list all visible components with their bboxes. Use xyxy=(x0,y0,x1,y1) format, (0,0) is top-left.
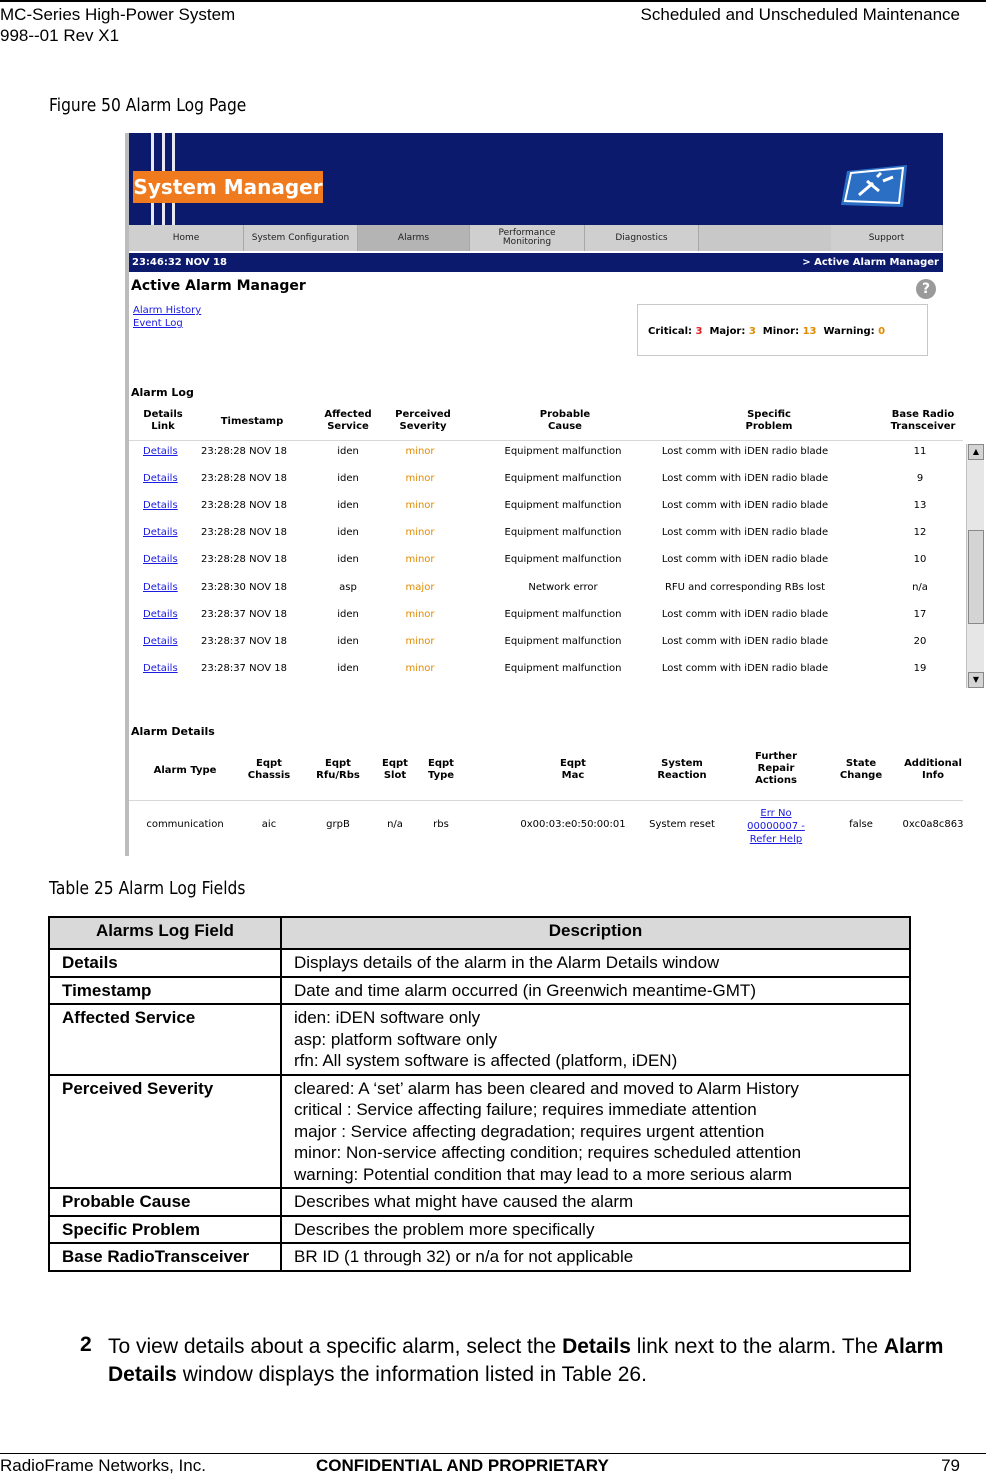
table-row xyxy=(49,1243,910,1271)
step-number: 2 xyxy=(80,1333,92,1356)
log-cell: Lost comm with iDEN radio blade xyxy=(661,527,829,539)
detail-cell: System reset xyxy=(649,819,715,830)
table-caption: Table 25 Alarm Log Fields xyxy=(49,878,246,899)
field-name: Timestamp xyxy=(49,977,281,1005)
detail-column-header-line: Actions xyxy=(755,775,797,786)
log-column-header-line: Transceiver xyxy=(890,421,956,432)
description-line: iden: iDEN software only xyxy=(294,1008,481,1027)
alarm-details-title: Alarm Details xyxy=(131,725,215,738)
log-column-header xyxy=(125,409,213,433)
table-row xyxy=(49,1075,910,1189)
detail-column-header-line: Slot xyxy=(383,770,407,781)
details-header-divider xyxy=(129,800,963,801)
description-line: major : Service affecting degradation; requires urgent attention xyxy=(294,1121,765,1141)
event-log-link[interactable]: Event Log xyxy=(133,318,183,329)
log-cell: 23:28:28 NOV 18 xyxy=(201,473,288,485)
repair-actions-link-line[interactable]: Refer Help xyxy=(749,834,803,845)
detail-column-header xyxy=(731,751,821,787)
log-column-header-line: Cause xyxy=(548,421,582,432)
detail-column-header-line: Reaction xyxy=(657,770,707,781)
nav-home[interactable]: Home xyxy=(129,225,244,251)
table-row xyxy=(49,1188,910,1216)
log-cell: Lost comm with iDEN radio blade xyxy=(661,662,829,674)
warning-label: Warning: xyxy=(823,326,875,337)
detail-column-header-line: Additional xyxy=(904,758,962,769)
detail-column-header-line: Eqpt xyxy=(428,758,454,769)
log-cell: 17 xyxy=(913,608,927,620)
log-column-header-line: Link xyxy=(151,421,175,432)
alarm-log-fields-table xyxy=(48,916,911,1272)
description-line: Date and time alarm occurred (in Greenwich meantime-GMT) xyxy=(294,980,756,1000)
scroll-down-icon[interactable]: ▼ xyxy=(968,672,984,688)
log-cell: 13 xyxy=(913,500,927,512)
page-number: 79 xyxy=(941,1456,960,1475)
page-title: Active Alarm Manager xyxy=(131,278,306,294)
alarm-counts xyxy=(637,304,928,356)
description-line: warning: Potential condition that may lead to a more serious alarm xyxy=(294,1164,792,1184)
log-column-header xyxy=(373,409,473,433)
current-time: 23:46:32 NOV 18 xyxy=(132,257,227,268)
log-cell: 23:28:30 NOV 18 xyxy=(201,581,288,593)
detail-column-header-line: Further xyxy=(755,751,797,762)
log-cell: 23:28:28 NOV 18 xyxy=(201,554,288,566)
log-cell: iden xyxy=(337,527,359,539)
warning-count: 0 xyxy=(878,326,886,337)
severity-cell: minor xyxy=(405,473,435,485)
details-link[interactable]: Details xyxy=(143,446,178,457)
log-cell: iden xyxy=(337,554,359,566)
log-cell: Equipment malfunction xyxy=(504,635,622,647)
severity-cell: minor xyxy=(405,446,435,457)
details-link[interactable]: Details xyxy=(143,635,178,647)
detail-column-header-line: Eqpt xyxy=(560,758,586,769)
table-row xyxy=(125,636,965,650)
description-line: cleared: A ‘set’ alarm has been cleared and moved to Alarm History xyxy=(294,1078,799,1098)
log-cell: iden xyxy=(337,662,359,674)
status-bar xyxy=(129,253,943,272)
app-banner xyxy=(129,133,943,225)
log-cell: 23:28:37 NOV 18 xyxy=(201,662,288,674)
details-link[interactable]: Details xyxy=(143,581,178,593)
column-header-description: Description xyxy=(281,917,910,949)
detail-cell: rbs xyxy=(433,819,449,830)
alarm-log-scrollbar[interactable] xyxy=(966,444,984,688)
severity-cell: minor xyxy=(405,635,435,647)
details-link[interactable]: Details xyxy=(143,527,178,539)
table-row xyxy=(125,500,965,514)
column-header-field: Alarms Log Field xyxy=(49,917,281,949)
field-description xyxy=(281,1004,910,1075)
log-cell: Lost comm with iDEN radio blade xyxy=(661,446,829,457)
detail-column-header-line: Change xyxy=(839,770,883,781)
log-column-header-line: Service xyxy=(327,421,369,432)
log-cell: 23:28:37 NOV 18 xyxy=(201,608,288,620)
field-name: Specific Problem xyxy=(49,1216,281,1244)
nav-alarms[interactable]: Alarms xyxy=(358,225,470,251)
log-cell: Lost comm with iDEN radio blade xyxy=(661,608,829,620)
field-name: Base RadioTransceiver xyxy=(49,1243,281,1271)
detail-column-header-line: Eqpt xyxy=(325,758,351,769)
detail-cell: grpB xyxy=(326,819,350,830)
detail-cell: aic xyxy=(261,819,277,830)
repair-actions-link-line[interactable]: Err No xyxy=(760,808,792,819)
table-row xyxy=(49,1216,910,1244)
signal-tower-icon xyxy=(837,161,913,211)
description-line: critical : Service affecting failure; requires immediate attention xyxy=(294,1100,757,1119)
nav-support[interactable]: Support xyxy=(831,225,943,251)
description-line: BR ID (1 through 32) or n/a for not applicable xyxy=(294,1247,634,1266)
description-line: minor: Non-service affecting condition; requires scheduled attention xyxy=(294,1143,802,1162)
log-cell: RFU and corresponding RBs lost xyxy=(664,581,825,593)
footer-company: RadioFrame Networks, Inc. xyxy=(0,1456,206,1475)
field-description xyxy=(281,1075,910,1189)
severity-cell: minor xyxy=(405,527,435,539)
log-cell: Equipment malfunction xyxy=(504,446,622,457)
log-cell: iden xyxy=(337,635,359,647)
detail-column-header xyxy=(140,765,230,777)
table-row xyxy=(125,609,965,623)
log-cell: iden xyxy=(337,500,359,512)
log-cell: n/a xyxy=(912,581,928,593)
log-cell: asp xyxy=(339,581,357,593)
log-cell: 11 xyxy=(913,446,927,457)
log-column-header xyxy=(873,409,973,433)
log-column-header-line: Base Radio xyxy=(891,409,955,420)
detail-column-header xyxy=(888,758,978,782)
log-cell: Equipment malfunction xyxy=(504,554,622,566)
detail-column-header-line: Mac xyxy=(561,770,585,781)
log-cell: 20 xyxy=(913,635,927,647)
log-cell: iden xyxy=(337,608,359,620)
detail-column-header xyxy=(396,758,486,782)
detail-column-header-line: Eqpt xyxy=(256,758,282,769)
field-description xyxy=(281,1188,910,1216)
detail-column-header-line: Repair xyxy=(757,763,795,774)
header-section: Scheduled and Unscheduled Maintenance xyxy=(640,5,960,24)
table-row xyxy=(125,473,965,487)
log-cell: Equipment malfunction xyxy=(504,608,622,620)
log-cell: Lost comm with iDEN radio blade xyxy=(661,554,829,566)
figure-caption: Figure 50 Alarm Log Page xyxy=(49,95,247,116)
step-text xyxy=(108,1333,968,1389)
log-header-divider xyxy=(129,440,963,441)
details-link[interactable]: Details xyxy=(143,554,178,566)
detail-column-header-line: Alarm Type xyxy=(153,765,217,776)
field-name: Probable Cause xyxy=(49,1188,281,1216)
table-row xyxy=(125,582,965,596)
severity-cell: minor xyxy=(405,662,435,674)
detail-column-header-line: State xyxy=(845,758,877,769)
log-cell: Equipment malfunction xyxy=(504,473,622,485)
detail-column-header xyxy=(637,758,727,782)
log-cell: iden xyxy=(337,473,359,485)
log-column-header-line: Specific xyxy=(747,409,791,420)
detail-cell: 0xc0a8c863 xyxy=(902,819,964,830)
table-row xyxy=(125,527,965,541)
critical-count: 3 xyxy=(695,326,703,337)
header-revision: 998--01 Rev X1 xyxy=(0,26,120,45)
field-description xyxy=(281,949,910,977)
log-cell: Equipment malfunction xyxy=(504,500,622,512)
severity-cell: minor xyxy=(405,608,435,620)
help-icon[interactable]: ? xyxy=(916,279,936,299)
detail-column-header-line: Rfu/Rbs xyxy=(316,770,360,781)
field-description xyxy=(281,1216,910,1244)
description-line: Describes the problem more specifically xyxy=(294,1219,595,1239)
step-bold-details: Details xyxy=(562,1335,631,1358)
log-column-header-line: Affected xyxy=(324,409,372,420)
detail-column-header xyxy=(528,758,618,782)
alarm-history-link[interactable]: Alarm History xyxy=(133,305,202,316)
detail-column-header-line: Eqpt xyxy=(382,758,408,769)
log-cell: 23:28:28 NOV 18 xyxy=(201,500,288,512)
detail-row xyxy=(125,808,965,845)
minor-count: 13 xyxy=(802,326,817,337)
log-column-header xyxy=(202,416,302,428)
alarm-log-screenshot xyxy=(125,133,984,856)
log-cell: 9 xyxy=(916,473,924,485)
log-cell: Lost comm with iDEN radio blade xyxy=(661,635,829,647)
log-column-header-line: Problem xyxy=(745,421,793,432)
nav-system-configuration[interactable]: System Configuration xyxy=(244,225,358,251)
detail-cell: false xyxy=(849,819,873,830)
field-name: Perceived Severity xyxy=(49,1075,281,1189)
alarm-log-title: Alarm Log xyxy=(131,386,194,399)
description-line: rfn: All system software is affected (platform, iDEN) xyxy=(294,1051,678,1070)
table-row xyxy=(125,554,965,568)
severity-cell: minor xyxy=(405,554,435,566)
minor-label: Minor: xyxy=(762,326,800,337)
log-cell: 10 xyxy=(913,554,927,566)
detail-column-header-line: System xyxy=(661,758,703,769)
detail-column-header-line: Info xyxy=(921,770,945,781)
critical-label: Critical: xyxy=(648,326,693,337)
details-link[interactable]: Details xyxy=(143,500,178,512)
nav-performance-monitoring[interactable]: Performance Monitoring xyxy=(470,225,585,251)
repair-actions-link-line[interactable]: 00000007 - xyxy=(747,821,805,832)
log-cell: 19 xyxy=(913,662,927,674)
scroll-thumb[interactable] xyxy=(968,530,984,624)
detail-column-header-line: Chassis xyxy=(247,770,291,781)
log-cell: 23:28:37 NOV 18 xyxy=(201,635,288,647)
table-row xyxy=(125,663,965,677)
log-cell: Lost comm with iDEN radio blade xyxy=(661,473,829,485)
field-name: Affected Service xyxy=(49,1004,281,1075)
log-column-header-line: Severity xyxy=(399,421,447,432)
severity-cell: major xyxy=(405,581,435,593)
app-logo: System Manager xyxy=(133,171,323,203)
step-text-3: window displays the information listed in Table 26. xyxy=(176,1363,647,1386)
description-line: Describes what might have caused the alarm xyxy=(294,1192,634,1211)
table-row xyxy=(49,1004,910,1075)
details-link[interactable]: Details xyxy=(143,473,178,485)
table-row xyxy=(125,446,965,460)
severity-cell: minor xyxy=(405,500,435,512)
log-column-header xyxy=(515,409,615,433)
table-row xyxy=(49,949,910,977)
log-cell: 23:28:28 NOV 18 xyxy=(201,527,288,539)
main-nav xyxy=(129,225,943,251)
log-cell: 12 xyxy=(913,527,927,539)
field-name: Details xyxy=(49,949,281,977)
detail-column-header-line: Type xyxy=(427,770,455,781)
header-rule xyxy=(0,0,986,2)
log-cell: Equipment malfunction xyxy=(504,662,622,674)
step-text-2: link next to the alarm. The xyxy=(630,1335,884,1358)
step-bold-alarm-details: Alarm Details xyxy=(108,1335,944,1386)
nav-diagnostics[interactable]: Diagnostics xyxy=(585,225,699,251)
table-row xyxy=(49,977,910,1005)
footer-rule xyxy=(0,1453,986,1454)
log-column-header-line: Details xyxy=(143,409,183,420)
log-cell: Equipment malfunction xyxy=(504,527,622,539)
header-product: MC-Series High-Power System xyxy=(0,5,236,24)
log-cell: Lost comm with iDEN radio blade xyxy=(661,500,829,512)
log-cell: Network error xyxy=(528,581,598,593)
footer-confidential: CONFIDENTIAL AND PROPRIETARY xyxy=(316,1456,609,1475)
log-column-header-line: Perceived xyxy=(395,409,451,420)
details-link[interactable]: Details xyxy=(143,662,178,674)
log-cell: iden xyxy=(337,446,359,457)
breadcrumb: > Active Alarm Manager xyxy=(802,257,939,268)
log-column-header-line: Timestamp xyxy=(220,416,284,427)
detail-cell: 0x00:03:e0:50:00:01 xyxy=(520,819,626,830)
major-label: Major: xyxy=(709,326,746,337)
step-text-1: To view details about a specific alarm, select the xyxy=(108,1335,563,1358)
detail-cell: communication xyxy=(146,819,224,830)
field-description xyxy=(281,1243,910,1271)
log-column-header xyxy=(719,409,819,433)
description-line: Displays details of the alarm in the Alarm Details window xyxy=(294,953,720,972)
log-cell: 23:28:28 NOV 18 xyxy=(201,446,288,457)
field-description xyxy=(281,977,910,1005)
log-column-header-line: Probable xyxy=(539,409,591,420)
detail-cell: n/a xyxy=(387,819,403,830)
description-line: asp: platform software only xyxy=(294,1029,498,1049)
scroll-up-icon[interactable]: ▲ xyxy=(968,444,984,460)
details-link[interactable]: Details xyxy=(143,608,178,620)
major-count: 3 xyxy=(748,326,756,337)
